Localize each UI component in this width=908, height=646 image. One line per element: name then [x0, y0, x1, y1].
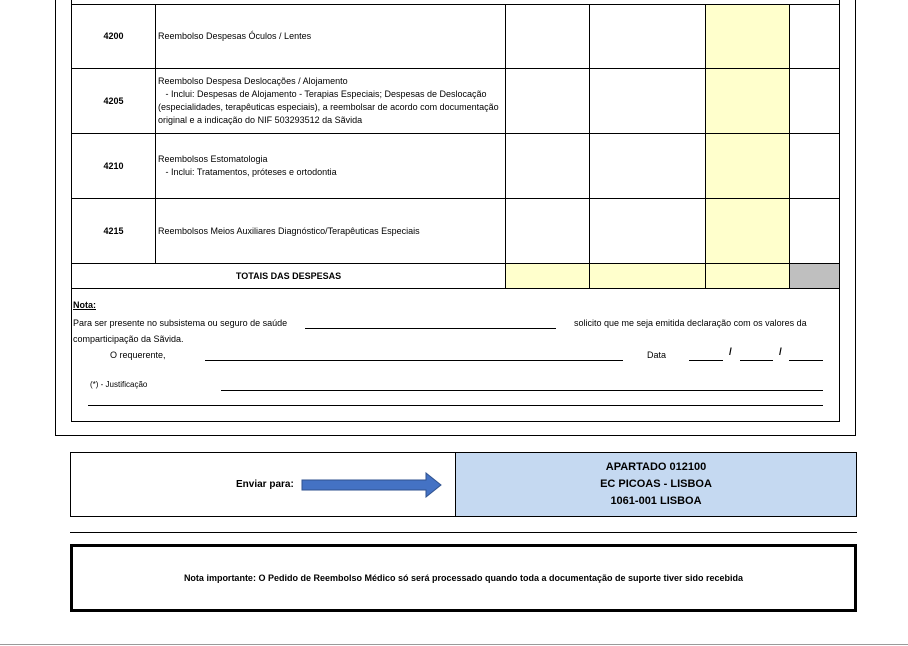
- expense-row: [72, 69, 840, 134]
- date-label: Data: [647, 350, 667, 360]
- total-cell[interactable]: [706, 264, 790, 289]
- total-cell[interactable]: [506, 264, 590, 289]
- date-day-field[interactable]: [689, 360, 723, 361]
- address-line: APARTADO 012100: [605, 461, 707, 473]
- expense-detail-line: - Inclui: Tratamentos, próteses e ortodontia: [158, 167, 337, 177]
- expense-title: Reembolsos Estomatologia: [158, 154, 268, 164]
- expense-code: 4210: [72, 134, 156, 199]
- send-to-label: Enviar para:: [236, 479, 294, 490]
- expense-description: [156, 5, 506, 69]
- amount-cell-highlighted[interactable]: [706, 134, 790, 199]
- amount-cell[interactable]: [790, 5, 840, 69]
- expense-code: 4215: [72, 199, 156, 264]
- date-separator: /: [729, 347, 732, 358]
- expense-title: Reembolso Despesa Deslocações / Alojamento: [158, 76, 348, 86]
- justification-field-line2[interactable]: [88, 405, 823, 406]
- amount-cell[interactable]: [790, 199, 840, 264]
- amount-cell[interactable]: [506, 134, 590, 199]
- important-notice-text: Nota importante: O Pedido de Reembolso Médico só será processado quando toda a documentação de suporte tiver sido recebida: [183, 573, 744, 583]
- address-line: EC PICOAS - LISBOA: [600, 478, 712, 490]
- amount-cell[interactable]: [506, 199, 590, 264]
- mailing-address-box: [455, 452, 857, 517]
- amount-cell[interactable]: [506, 69, 590, 134]
- amount-cell[interactable]: [790, 69, 840, 134]
- expense-code: 4200: [72, 5, 156, 69]
- justification-label: (*) - Justificação: [90, 380, 148, 389]
- amount-cell[interactable]: [590, 134, 706, 199]
- expense-row: [72, 134, 840, 199]
- expense-code: 4205: [72, 69, 156, 134]
- health-system-field[interactable]: [305, 328, 556, 329]
- requester-label: O requerente,: [110, 350, 166, 360]
- expense-description: [156, 134, 506, 199]
- amount-cell[interactable]: [590, 199, 706, 264]
- important-notice-box: [70, 544, 857, 612]
- note-health-system-label: Para ser presente no subsistema ou seguro de saúde: [73, 318, 288, 328]
- expense-detail-line: - Inclui: Despesas de Alojamento - Terapias Especiais; Despesas de Deslocação: [158, 89, 487, 99]
- amount-cell-highlighted[interactable]: [706, 199, 790, 264]
- expenses-table: [71, 4, 840, 289]
- requester-signature-field[interactable]: [205, 360, 623, 361]
- expense-title: Reembolso Despesas Óculos / Lentes: [158, 31, 312, 41]
- amount-cell[interactable]: [590, 69, 706, 134]
- amount-cell-highlighted[interactable]: [706, 5, 790, 69]
- expense-title: Reembolsos Meios Auxiliares Diagnóstico/Terapêuticas Especiais: [158, 225, 420, 236]
- note-comparticipation-text: comparticipação da Sãvida.: [73, 334, 184, 344]
- amount-cell-highlighted[interactable]: [706, 69, 790, 134]
- amount-cell[interactable]: [590, 5, 706, 69]
- expense-detail-line: original e a indicação do NIF 503293512 da Sãvida: [158, 115, 363, 125]
- total-cell[interactable]: [590, 264, 706, 289]
- divider: [70, 532, 857, 533]
- note-title: Nota:: [73, 300, 96, 310]
- amount-cell[interactable]: [790, 134, 840, 199]
- expense-description: [156, 199, 506, 264]
- total-cell-disabled: [790, 264, 840, 289]
- expense-row: [72, 5, 840, 69]
- date-month-field[interactable]: [740, 360, 773, 361]
- totals-label: TOTAIS DAS DESPESAS: [72, 264, 506, 289]
- expense-detail-line: (especialidades, terapêuticas especiais), a reembolsar de acordo com documentação: [158, 102, 499, 112]
- note-declaration-text: solicito que me seja emitida declaração com os valores da: [574, 318, 807, 328]
- amount-cell[interactable]: [506, 5, 590, 69]
- arrow-right-icon: [301, 472, 443, 498]
- justification-field[interactable]: [221, 390, 823, 391]
- page-bottom-edge: [0, 644, 908, 645]
- date-separator: /: [779, 347, 782, 358]
- expense-row: [72, 199, 840, 264]
- expense-description: [156, 69, 506, 134]
- totals-row: [72, 264, 840, 289]
- address-line: 1061-001 LISBOA: [610, 495, 702, 507]
- date-year-field[interactable]: [789, 360, 823, 361]
